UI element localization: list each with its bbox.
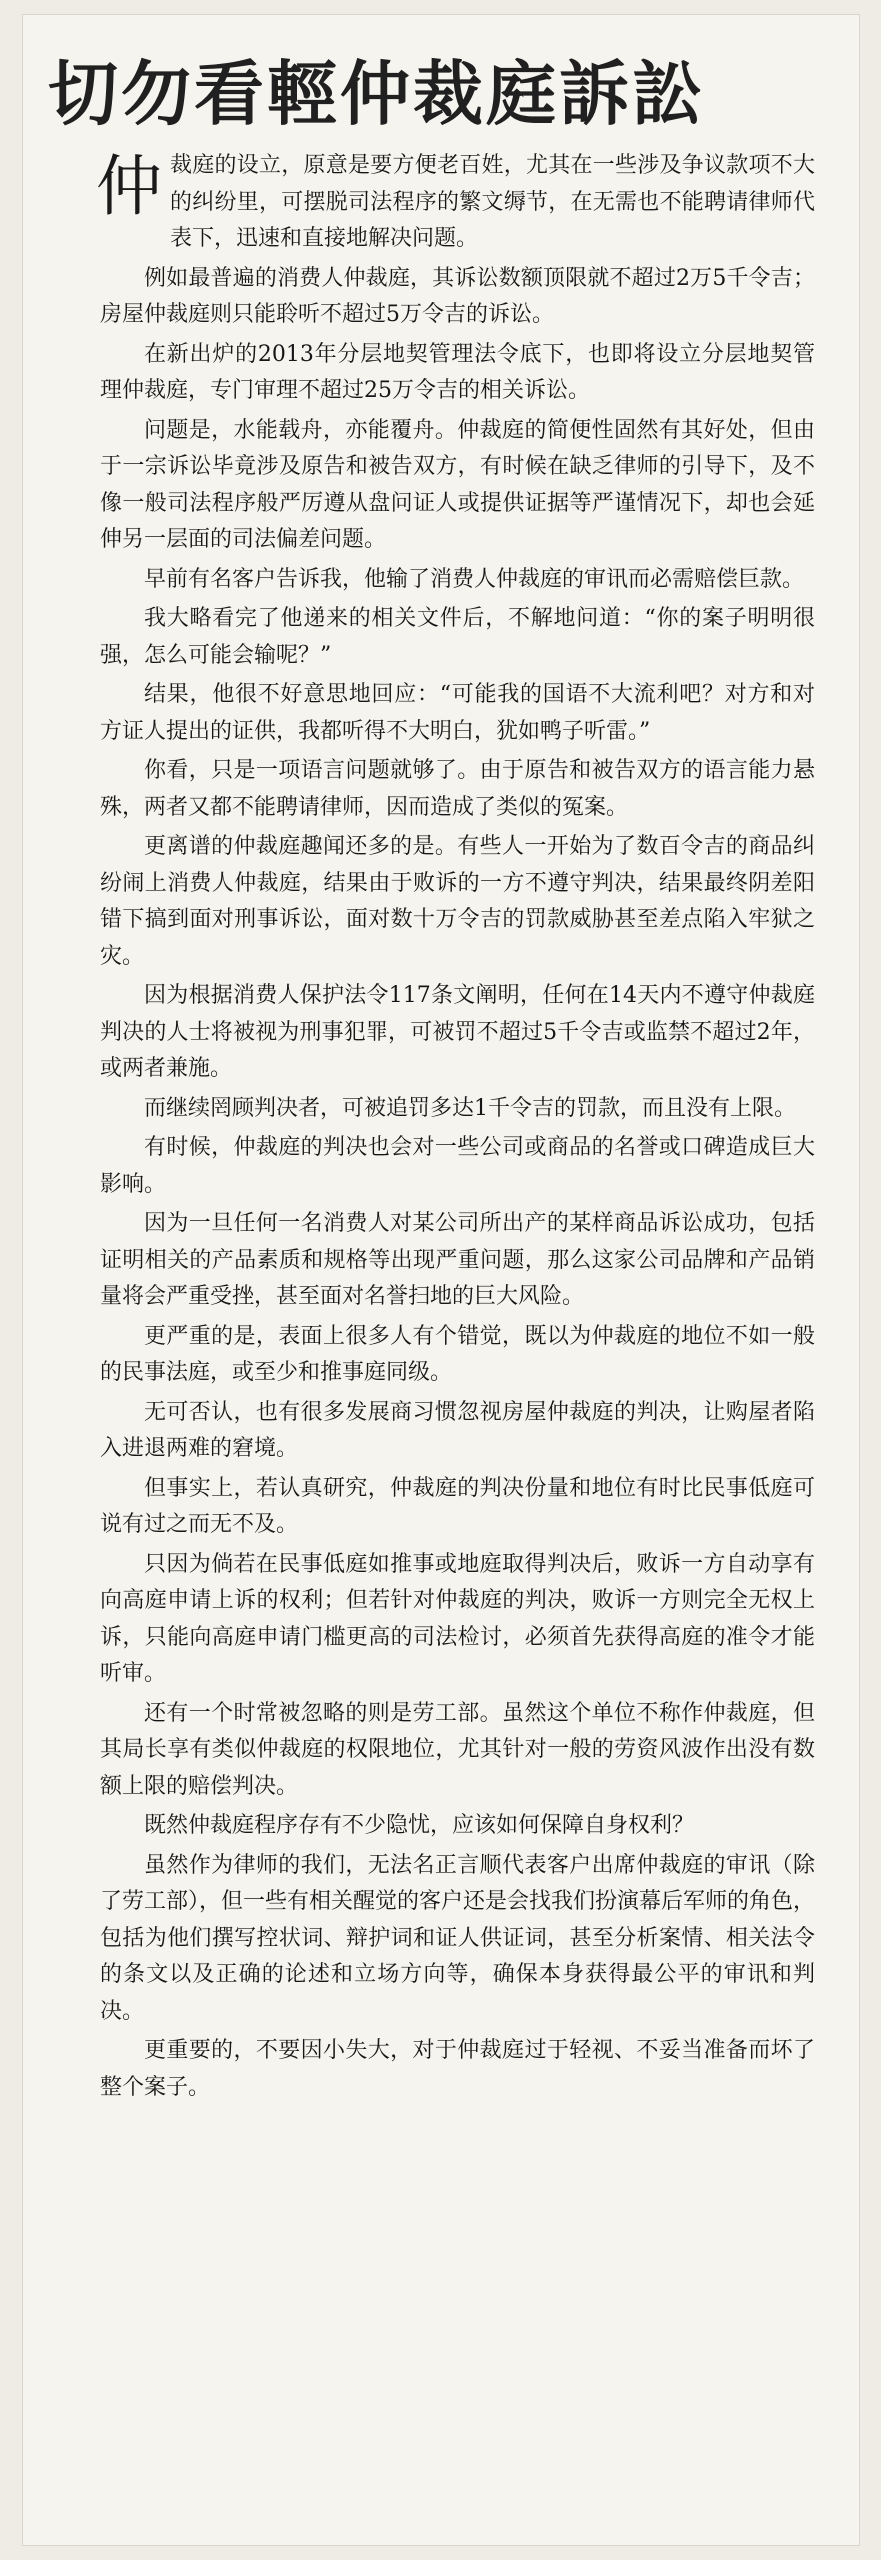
paragraph: 有时候，仲裁庭的判决也会对一些公司或商品的名誉或口碑造成巨大影响。 (100, 1135, 815, 1197)
paragraph: 更严重的是，表面上很多人有个错觉，既以为仲裁庭的地位不如一般的民事法庭，或至少和推事庭同级。 (100, 1323, 815, 1385)
drop-cap: 仲 (96, 148, 162, 225)
paragraph: 更离谱的仲裁庭趣闻还多的是。有些人一开始为了数百令吉的商品纠纷闹上消费人仲裁庭，结果由于败诉的一方不遵守判决，结果最终阴差阳错下搞到面对刑事诉讼，面对数十万令吉的罚款威胁甚至差点陷入牢狱之灾。 (100, 834, 815, 969)
paragraph: 虽然作为律师的我们，无法名正言顺代表客户出席仲裁庭的审讯（除了劳工部），但一些有相关醒觉的客户还是会找我们扮演幕后军师的角色，包括为他们撰写控状词、辩护词和证人供证词，甚至分析案情、相关法令的条文以及正确的论述和立场方向等，确保本身获得最公平的审讯和判决。 (100, 1852, 816, 2024)
paragraph: 而继续罔顾判决者，可被追罚多达1千令吉的罚款，而且没有上限。 (144, 1095, 796, 1121)
paragraph: 我大略看完了他递来的相关文件后，不解地问道：“你的案子明明很强，怎么可能会输呢？” (100, 606, 815, 668)
paragraph: 例如最普遍的消费人仲裁庭，其诉讼数额顶限就不超过2万5千令吉；房屋仲裁庭则只能聆听不超过5万令吉的诉讼。 (100, 265, 815, 327)
paragraph: 更重要的，不要因小失大，对于仲裁庭过于轻视、不妥当准备而坏了整个案子。 (100, 2038, 815, 2100)
lead-text: 裁庭的设立，原意是要方便老百姓，尤其在一些涉及争议款项不大的纠纷里，可摆脱司法程序的繁文缛节，在无需也不能聘请律师代表下，迅速和直接地解决问题。 (170, 153, 815, 251)
paragraph: 还有一个时常被忽略的则是劳工部。虽然这个单位不称作仲裁庭，但其局长享有类似仲裁庭的权限地位，尤其针对一般的劳资风波作出没有数额上限的赔偿判决。 (100, 1700, 815, 1799)
paragraph: 因为一旦任何一名消费人对某公司所出产的某样商品诉讼成功，包括证明相关的产品素质和规格等出现严重问题，那么这家公司品牌和产品销量将会严重受挫，甚至面对名誉扫地的巨大风险。 (100, 1211, 815, 1309)
paragraph: 早前有名客户告诉我，他输了消费人仲裁庭的审讯而必需赔偿巨款。 (144, 566, 805, 592)
lead-paragraph (96, 148, 815, 258)
paragraph: 你看，只是一项语言问题就够了。由于原告和被告双方的语言能力悬殊，两者又都不能聘请律师，因而造成了类似的冤案。 (100, 758, 815, 820)
paragraph: 在新出炉的2013年分层地契管理法令底下，也即将设立分层地契管理仲裁庭，专门审理不超过25万令吉的相关诉讼。 (100, 341, 815, 403)
paragraph: 只因为倘若在民事低庭如推事或地庭取得判决后，败诉一方自动享有向高庭申请上诉的权利；但若针对仲裁庭的判决，败诉一方则完全无权上诉，只能向高庭申请门槛更高的司法检讨，必须首先获得高庭的准令才能听审。 (100, 1551, 815, 1686)
paragraph: 因为根据消费人保护法令117条文阐明，任何在14天内不遵守仲裁庭判决的人士将被视为刑事犯罪，可被罚不超过5千令吉或监禁不超过2年，或两者兼施。 (100, 983, 815, 1081)
paragraph: 问题是，水能载舟，亦能覆舟。仲裁庭的简便性固然有其好处，但由于一宗诉讼毕竟涉及原告和被告双方，有时候在缺乏律师的引导下，及不像一般司法程序般严厉遵从盘问证人或提供证据等严谨情况下，却也会延伸另一层面的司法偏差问题。 (100, 417, 815, 552)
paragraph: 既然仲裁庭程序存有不少隐忧，应该如何保障自身权利？ (144, 1813, 695, 1838)
paragraph: 无可否认，也有很多发展商习惯忽视房屋仲裁庭的判决，让购屋者陷入进退两难的窘境。 (100, 1399, 815, 1461)
paragraph: 结果，他很不好意思地回应：“可能我的国语不大流利吧？对方和对方证人提出的证供，我都听得不大明白，犹如鸭子听雷。” (100, 682, 815, 744)
paragraph: 但事实上，若认真研究，仲裁庭的判决份量和地位有时比民事低庭可说有过之而无不及。 (100, 1475, 815, 1537)
article-body (96, 148, 816, 2109)
headline: 切勿看輕仲裁庭訴訟 (48, 53, 705, 135)
